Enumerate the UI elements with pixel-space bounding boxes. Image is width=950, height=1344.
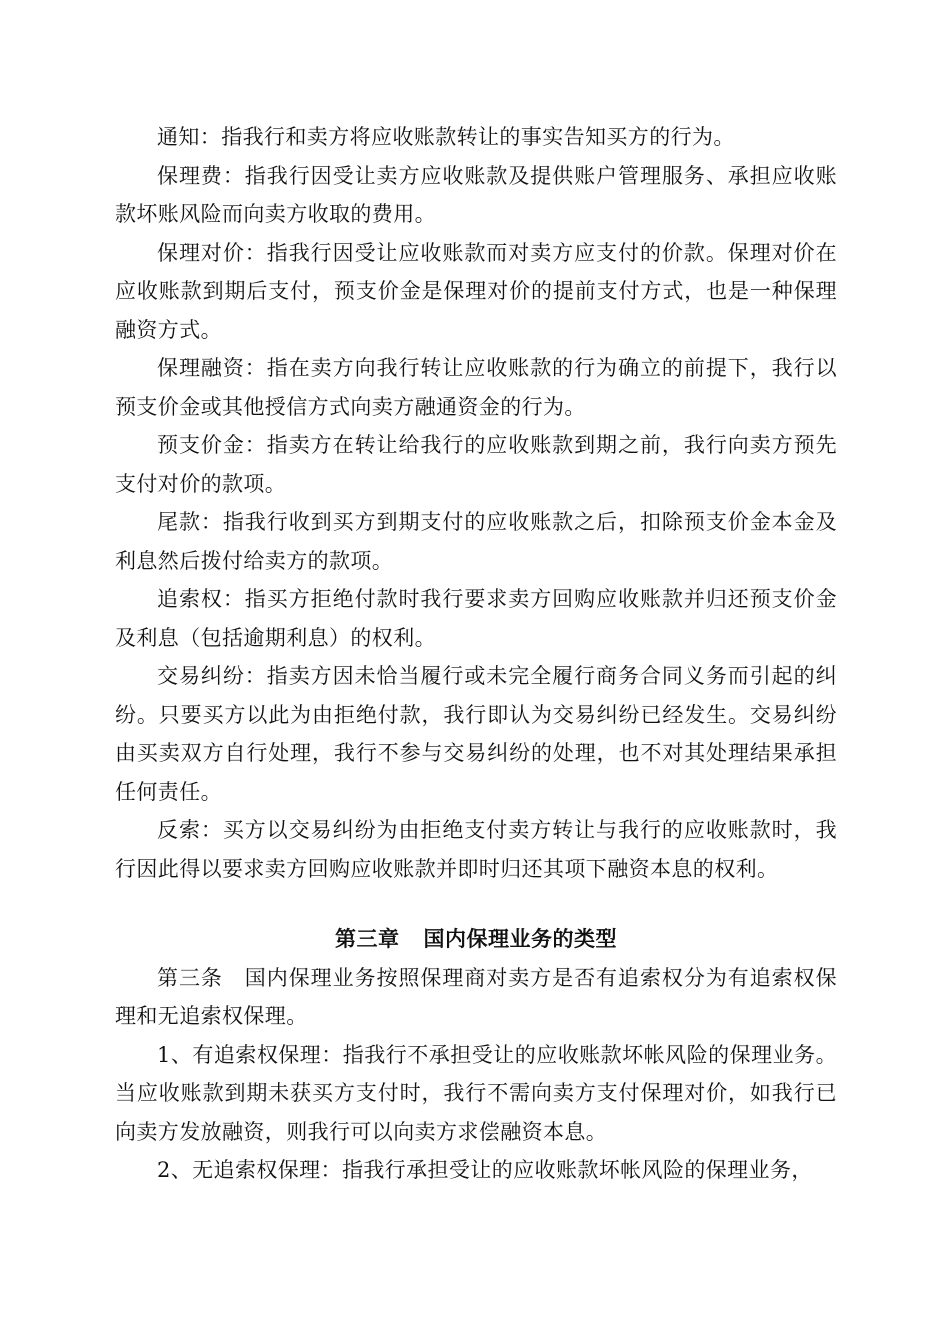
paragraph-definition-advance-payment: 预支价金：指卖方在转让给我行的应收账款到期之前，我行向卖方预先支付对价的款项。 xyxy=(115,433,837,496)
chapter-title: 国内保理业务的类型 xyxy=(423,926,617,951)
paragraph-definition-recourse: 追索权：指买方拒绝付款时我行要求卖方回购应收账款并归还预支价金及利息（包括逾期利息）的权利。 xyxy=(115,587,837,650)
chapter-heading xyxy=(115,920,837,959)
paragraph-with-recourse: 1、有追索权保理：指我行不承担受让的应收账款坏帐风险的保理业务。当应收账款到期未获买方支付时，我行不需向卖方支付保理对价，如我行已向卖方发放融资，则我行可以向卖方求偿融资本息。 xyxy=(115,1042,837,1144)
paragraph-definition-trade-dispute: 交易纠纷：指卖方因未恰当履行或未完全履行商务合同义务而引起的纠纷。只要买方以此为由拒绝付款，我行即认为交易纠纷已经发生。交易纠纷由买卖双方自行处理，我行不参与交易纠纷的处理，也不对其处理结果承担任何责任。 xyxy=(115,664,837,804)
chapter-number: 第三章 xyxy=(335,926,400,951)
paragraph-definition-factoring-fee: 保理费：指我行因受让卖方应收账款及提供账户管理服务、承担应收账款坏账风险而向卖方收取的费用。 xyxy=(115,163,837,226)
paragraph-definition-factoring-price: 保理对价：指我行因受让应收账款而对卖方应支付的价款。保理对价在应收账款到期后支付，预支价金是保理对价的提前支付方式，也是一种保理融资方式。 xyxy=(115,240,837,342)
document-page xyxy=(115,118,837,1190)
paragraph-article-three: 第三条 国内保理业务按照保理商对卖方是否有追索权分为有追索权保理和无追索权保理。 xyxy=(115,965,837,1028)
paragraph-definition-notice: 通知：指我行和卖方将应收账款转让的事实告知买方的行为。 xyxy=(157,125,735,149)
paragraph-definition-counterclaim: 反索：买方以交易纠纷为由拒绝支付卖方转让与我行的应收账款时，我行因此得以要求卖方回购应收账款并即时归还其项下融资本息的权利。 xyxy=(115,818,837,881)
paragraph-without-recourse: 2、无追索权保理：指我行承担受让的应收账款坏帐风险的保理业务， xyxy=(157,1158,813,1182)
paragraph-definition-factoring-financing: 保理融资：指在卖方向我行转让应收账款的行为确立的前提下，我行以预支价金或其他授信方式向卖方融通资金的行为。 xyxy=(115,356,837,419)
paragraph-definition-balance-payment: 尾款：指我行收到买方到期支付的应收账款之后，扣除预支价金本金及利息然后拨付给卖方的款项。 xyxy=(115,510,837,573)
